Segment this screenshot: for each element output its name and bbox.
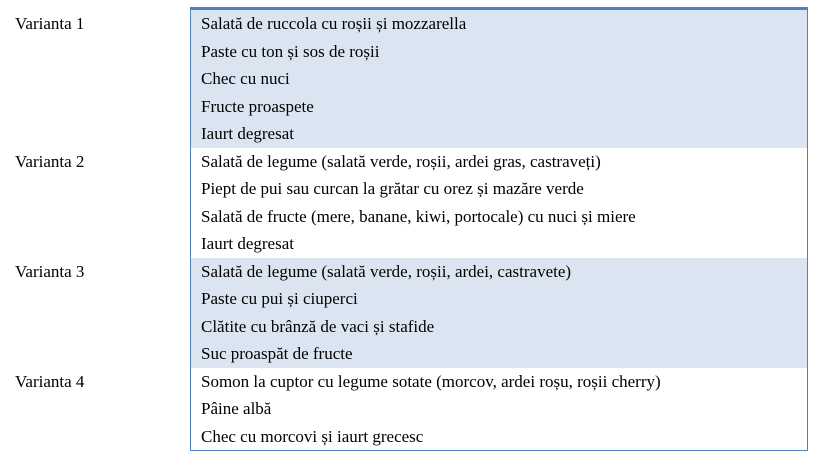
menu-item: Piept de pui sau curcan la grătar cu orez și mazăre verde [201, 179, 584, 198]
menu-item: Suc proaspăt de fructe [201, 344, 353, 363]
variant-group-4 [9, 368, 808, 452]
variant-label: Varianta 4 [15, 371, 85, 391]
variant-label: Varianta 1 [15, 14, 85, 33]
menu-item: Salată de legume (salată verde, roșii, ardei gras, castraveți) [201, 151, 601, 171]
menu-item: Salată de legume (salată verde, roșii, ardei, castravete) [201, 261, 572, 281]
menu-variants-table [9, 7, 808, 451]
menu-item: Iaurt degresat [201, 124, 294, 143]
menu-item: Salată de fructe (mere, banane, kiwi, portocale) cu nuci și miere [201, 206, 636, 226]
menu-item: Salată de ruccola cu roșii și mozzarella [201, 14, 467, 33]
variant-label: Varianta 3 [15, 261, 85, 281]
menu-item: Pâine albă [201, 399, 272, 418]
menu-item: Clătite cu brânză de vaci și stafide [201, 316, 435, 336]
variant-items [190, 368, 808, 452]
variant-label: Varianta 2 [15, 151, 85, 171]
menu-item: Iaurt degresat [201, 234, 294, 253]
variant-group-2 [9, 148, 808, 258]
menu-item: Paste cu pui și ciuperci [201, 289, 358, 308]
variant-items [190, 10, 808, 148]
menu-item: Somon la cuptor cu legume sotate (morcov, ardei roșu, roșii cherry) [201, 371, 661, 391]
menu-item: Paste cu ton și sos de roșii [201, 41, 380, 61]
menu-item: Chec cu nuci [201, 69, 290, 88]
variant-group-1 [9, 7, 808, 148]
variant-items [190, 258, 808, 368]
variant-items [190, 148, 808, 258]
variant-group-3 [9, 258, 808, 368]
menu-item: Chec cu morcovi și iaurt grecesc [201, 426, 424, 446]
menu-item: Fructe proaspete [201, 96, 314, 116]
